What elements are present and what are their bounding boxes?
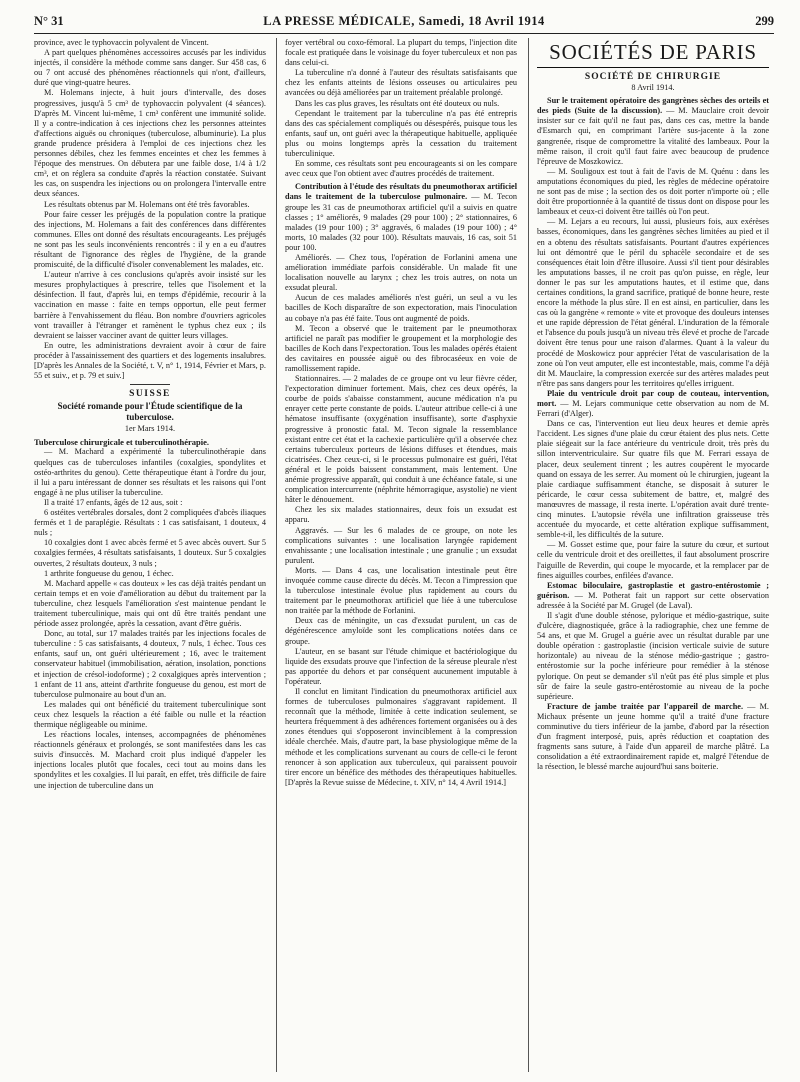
paragraph: En somme, ces résultats sont peu encourageants si on les compare avec ceux que l'on obtient avec d'autres procédés de traitement.	[285, 159, 517, 179]
journal-title: LA PRESSE MÉDICALE, Samedi, 18 Avril 1914	[263, 14, 545, 28]
paragraph: 6 ostéites vertébrales dorsales, dont 2 compliquées d'abcès iliaques fermés et 1 de paraplégie. Résultats : 1 cas satisfaisant, 1 douteux, 4 nuls ;	[34, 508, 266, 538]
article-title: Sur le traitement opératoire des gangrènes sèches des orteils et des pieds (Suite de la discussion).	[537, 96, 769, 116]
article-title: Fracture de jambe traitée par l'appareil de marche.	[547, 701, 744, 711]
paragraph-pneumothorax	[285, 182, 517, 253]
paragraph: Dans les cas plus graves, les résultats ont été douteux ou nuls.	[295, 98, 500, 108]
paragraph: L'auteur n'arrive à ces conclusions qu'après avoir insisté sur les mesures prophylactiques à prescrire, telles que l'isolement et la désinfection. Il faut, d'après lui, en temps d'épidémie, recourir à la vaccination en masse : faite en temps opportun, elle peut fermer barrière à l'envahissement du fléau. Bon nombre d'ouvriers agricoles vont travailler à l'étranger et ramènent le typhus chez eux ; ils devraient se laisser vacciner avant de quitter leurs villages.	[34, 270, 266, 340]
column-left	[34, 38, 266, 1076]
paragraph: Morts. — Dans 4 cas, une localisation intestinale peut être invoquée comme cause directe du décès. M. Tecon a l'impression que la tuberculose intestinale évolue plus rapidement au cours du traitement par le pneumothorax artificiel que liée à une tuberculose non traitée par la méthode de Forlanini.	[285, 565, 517, 616]
session-date: 1er Mars 1914.	[124, 424, 176, 434]
paragraph: M. Machard appelle « cas douteux » les cas déjà traités pendant un certain temps et en voie d'amélioration au début du traitement par la tuberculine, chez lesquels l'amélioration s'est maintenue pendant le traitement tuberculinique, mais qui ont dû être traités pendant une période assez prolongée, après la cessation, avant d'être guéris.	[34, 578, 266, 629]
paragraph: Deux cas de méningite, un cas d'exsudat purulent, un cas de dégénérescence amyloïde sont les complications notées dans ce groupe.	[285, 616, 517, 646]
article-title: Estomac biloculaire, gastroplastie et gastro-entérostomie ; guérison.	[537, 580, 769, 600]
paragraph	[537, 389, 769, 419]
paragraph: A part quelques phénomènes accessoires accusés par les individus injectés, il considère la méthode comme sans danger. Sur 458 cas, 6 ou 7 ont accusé des phénomènes réactionnels qui n'ont, d'ailleurs, duré que vingt-quatre heures.	[34, 48, 266, 88]
page-header	[34, 14, 774, 30]
article-body: — M. Lejars communique cette observation au nom de M. Ferrari (d'Alger).	[537, 399, 769, 419]
paragraph: foyer vertébral ou coxo-fémoral. La plupart du temps, l'injection dite focale est pratiquée dans le voisinage du foyer tuberculeux et non pas dans celui-ci.	[285, 38, 517, 68]
paragraph: 1 arthrite fongueuse du genou, 1 échec.	[44, 568, 174, 578]
paragraph: Donc, au total, sur 17 malades traités par les injections focales de tuberculine : 5 cas satisfaisants, 4 douteux, 7 nuls, 1 échec. Tous ces enfants, sauf un, ont guéri ultérieurement ; 16, avec le traitement conservateur habituel (immobilisation, aération, insolation, ponctions et injection de crésol-iodoforme) ; 2 coxalgiques après intervention ; 1 enfant de 11 ans, atteint d'arthrite fongueuse du genou, est mort de tuberculose pulmonaire au bout d'un an.	[34, 629, 266, 699]
column-right	[537, 38, 769, 1076]
paragraph: province, avec le typhovaccin polyvalent de Vincent.	[34, 38, 209, 47]
paragraph: Pour faire cesser les préjugés de la population contre la pratique des injections, M. Holemans a fait des conférences dans différentes communes. Elles ont donné des résultats encourageants. Les préjugés ne sont pas les seuls inconvénients rencontrés : il y en a eu d'autres résultant de l'ignorance des règles de l'hygiène, de la grande promiscuité, de la difficulté d'isoler convenablement les malades, etc.	[34, 209, 266, 270]
paragraph: Il a traité 17 enfants, âgés de 12 aus, soit :	[44, 497, 183, 507]
paragraph: Il conclut en limitant l'indication du pneumothorax artificiel aux formes de tuberculoses pulmonaires s'aggravant rapidement. Il reconnaît que la méthode, limitée à cette indication seulement, se heurtera fréquemment à des adhérences fortement organisées ou à des zones étendues qui s'opposeront invinciblement à la compression idéale cherchée. Mais, d'autre part, la base physiologique même de la méthode et les complications survenant au cours de celle-ci le feront renoncer à son application aux tuberculeux, qui paraissent pouvoir tirer encore un bénéfice des méthodes des thérapeutiques habituelles. [D'après la Revue suisse de Médecine, t. XIV, n° 14, 4 Avril 1914.]	[285, 687, 517, 787]
paragraph: — M. Souligoux est tout à fait de l'avis de M. Quénu : dans les amputations économiques du pied, les règles de médecine opératoire ne sont pas de mise ; la section des os doit porter n'importe où ; elle doit être proportionnée à la quantité de tissus dont on dispose pour les lambeaux et ceux-ci doivent être taillés où l'on peut.	[537, 166, 769, 217]
paragraph: Les réactions locales, intenses, accompagnées de phénomènes réactionnels généraux et prolongés, se sont manifestées dans les cas suivis d'insuccès. M. Machard croit plus indiqué d'appeler les injections locales plutôt que focales, ceci tout au moins dans les spondylites et les coxalgies. Il lui paraît, en effet, très difficile de faire une injection de tuberculine dans un	[34, 730, 266, 790]
article-subhead: Tuberculose chirurgicale et tuberculinothérapie.	[34, 437, 210, 448]
paragraph: Il s'agit d'une double sténose, pylorique et médio-gastrique, suite d'ulcère, diagnostiquée, grâce à la radiographie, chez une femme de 54 ans, et que M. Grugel a guérie avec un résultat durable par une double opération : gastroplastie (incision verticale suivie de suture horizontale) au niveau de la sténose médio-gastrique ; gastro-entérostomie sur la poche inférieure pour remédier à la sténose pylorique. On peut se demander s'il n'eût pas été plus simple et plus sûr de faire la seule gastro-entérostomie au niveau de la poche supérieure.	[537, 610, 769, 701]
paragraph: Améliorés. — Chez tous, l'opération de Forlanini amena une amélioration immédiate parfois considérable. Un malade fit une localisation nouvelle au larynx ; chez les trois autres, on nota un exsudat pleural.	[285, 252, 517, 293]
article-body: — M. Mauclaire croit devoir insister sur ce fait qu'il ne faut pas, dans ces cas, mettre la bande d'Esmarch qui, en comprimant l'artère sus-jacente à la zone gangrenée, risque de compromettre la vitalité des lambeaux. Pour la même raison, il croit qu'il faut faire avec beaucoup de prudence l'épreuve de Moszkowicz.	[537, 106, 769, 166]
paragraph: Dans ce cas, l'intervention eut lieu deux heures et demie après l'accident. Les signes d'une plaie du cœur étaient des plus nets. Cette plaie siégeait sur la face antérieure du ventricule droit, très près du sillon interventriculaire. Sur quatre fils que M. Ferrari essaya de placer, deux seulement tinrent ; les autres coupèrent le myocarde quand on essaya de les serrer. Au moment où le chirurgien, jugeant la plaie cardiaque suffisamment étanche, se disposait à suturer le péricarde, le cœur cessa subitement de battre, et, malgré des manœuvres de massage, il resta inerte. L'opération avait duré trente-cinq minutes. L'autopsie révéla une infiltration graisseuse très accentuée du myocarde, et cette altération explique suffisamment, semble-t-il, les difficultés de la suture.	[537, 419, 769, 540]
paragraph: — M. Lejars a eu recours, lui aussi, plusieurs fois, aux exérèses basses, économiques, dans les gangrènes sèches limitées au pied et il en a obtenu des résultats satisfaisants. Pourtant d'autres expériences lui ont démontré que le péril du sphacèle secondaire et de ses conséquences était loin d'être illusoire. Aussi s'il tient pour désirables les amputations basses, il ne croit pas qu'on puisse, en règle, leur donner le pas sur les amputations hautes, et il estime que, dans certaines conditions, la grand sacrifice, pratiqué de bonne heure, reste encore la méthode la plus sûre. Il en est ainsi, en particulier, dans les cas où la gangrène « remonte » vite et provoque des douleurs intenses et une rapide dépression de l'état général. L'induration de la fémorale et l'absence du pouls jusqu'à un niveau très élevé et proche de l'arcade doivent être tenus pour une raison d'alarmes. Quant à la valeur du procédé de Moskowicz pour apprécier l'état de vascularisation de la zone où l'on veut amputer, elle est incontestable, mais, comme l'a déjà dit M. Mauclaire, la compression exercée sur des artères malades peut n'être pas sans dangers pour les territoires qu'elles irriguent.	[537, 217, 769, 388]
paragraph: — M. Machard a expérimenté la tuberculinothérapie dans quelques cas de tuberculoses infantiles (coxalgies, spondylites et ostéo-arthrites du genou). Cette thérapeutique étant à l'ordre du jour, il lui a paru intéressant de donner ses résultats et les raisons qui l'ont engagé à ne plus utiliser la tuberculine.	[34, 447, 266, 497]
session-date: 8 Avril 1914.	[631, 83, 675, 93]
article-title: Contribution à l'étude des résultats du pneumothorax artificiel dans le traitement de la tuberculose pulmonaire.	[285, 182, 517, 202]
issue-number: N° 31	[34, 14, 64, 28]
paragraph: — M. Gosset estime que, pour faire la suture du cœur, et surtout celle du ventricule droit et des oreillettes, il faut absolument proscrire l'aiguille de Reverdin, qui coupe le myocarde, et la remplacer par de fines aiguilles courbes, enfilées d'avance.	[537, 540, 769, 580]
paragraph	[537, 702, 769, 773]
society-name: Société romande pour l'Étude scientifique de la tuberculose.	[57, 401, 243, 423]
paragraph: Les malades qui ont bénéficié du traitement tuberculinique sont ceux chez lesquels la réaction a été faible ou nulle et la réaction thermique négligeable ou minime.	[34, 699, 266, 729]
paragraph: La tuberculine n'a donné à l'auteur des résultats satisfaisants que chez les enfants atteints de lésions osseuses ou articulaires peu avancées ou déjà améliorées par un traitement préalable prolongé.	[285, 68, 517, 98]
paragraph	[537, 96, 769, 167]
section-heading-suisse: SUISSE	[129, 389, 171, 400]
section-banner	[537, 38, 769, 68]
paragraph: L'auteur, en se basant sur l'étude chimique et bactériologique du liquide des exsudats prouve que l'infection de la séreuse pleurale n'est pas apportée du dehors et par conséquent aucunement imputable à l'opérateur.	[285, 646, 517, 686]
article-body: — M. Tecon groupe les 31 cas de pneumothorax artificiel qu'il a suivis en quatre classes ; 1° améliorés, 9 malades (29 pour 100) ; 2° stationnaires, 6 malades (19 pour 100) ; 3° aggravés, 6 malades (19 pour 100) ; 4° morts, 10 malades (32 pour 100). Résultats mauvais, 16 cas, soit 51 pour 100.	[285, 192, 517, 252]
paragraph: Chez les six malades stationnaires, deux fois un exsudat est apparu.	[285, 505, 517, 525]
paragraph	[537, 581, 769, 611]
section-title: SOCIÉTÉS DE PARIS	[549, 40, 757, 64]
column-divider	[528, 38, 529, 1072]
paragraph: Cependant le traitement par la tuberculine n'a pas été entrepris dans des cas spécialement compliqués ou désespérés, puisque tous les enfants, sauf un, ont guéri avec la thérapeutique habituelle, appliquée plus ou moins longtemps après la cessation du traitement tuberculinique.	[285, 108, 517, 159]
column-divider	[276, 38, 277, 1072]
article-body: — M. Potherat fait un rapport sur cette observation adressée à la Société par M. Grugel (de Laval).	[537, 590, 769, 610]
page-number: 299	[755, 14, 774, 28]
paragraph: Aucun de ces malades améliorés n'est guéri, un seul a vu les bacilles de Koch disparaître de son expectoration, mais l'inoculation au cobaye n'a pas été faite. Tous ont augmenté de poids.	[285, 293, 517, 323]
paragraph: Aggravés. — Sur les 6 malades de ce groupe, on note les complications suivantes : une localisation laryngée rapidement envahissante ; une localisation intestinale ; une granulie ; un exsudat purulent.	[285, 525, 517, 565]
article-body: — M. Michaux présente un jeune homme qu'il a traité d'une fracture comminutive du tiers inférieur de la jambe, d'abord par la résection d'un fragment interposé, puis, après réduction et coaptation des fragments sans suture, à l'aide d'un appareil de marche plâtré. La consolidation a été extraordinairement rapide et, malgré l'étendue de la résection, le blessé marche aujourd'hui sans boiterie.	[537, 701, 769, 772]
paragraph: Les résultats obtenus par M. Holemans ont été très favorables.	[44, 199, 250, 209]
section-separator	[130, 384, 170, 385]
paragraph: Stationnaires. — 2 malades de ce groupe ont vu leur fièvre céder, l'expectoration diminuer fortement. Mais, chez ces deux opérés, la courbe de poids s'abaisse constamment, aucune médication n'a pu enrayer cette perte constante de poids. L'auteur attribue celle-ci à une hématose insuffisante (oxygénation insuffisante), sorte d'asphyxie progressive à pronostic fatal. M. Tecon signale la ressemblance existant entre cet état et la cachexie particulière qu'il a observée chez certains tuberculeux porteurs de lésions diffuses et étendues, mais cicatrisées. Chez ceux-ci, si le processus pulmonaire est guéri, l'état général et le poids baissent constamment, mais lentement. Une anémie progressive apparaît, qui conduit à une échéance fatale, si une complication intercurrente (néphrite hémorragique, asystolie) ne vient hâter le dénouement.	[285, 374, 517, 505]
society-name: SOCIÉTÉ DE CHIRURGIE	[584, 72, 722, 82]
paragraph: En outre, les administrations devraient avoir à cœur de faire procéder à l'assainissement des quartiers et des logements insalubres. [D'après les Annales de la Société, t. V, n° 1, 1914, Février et Mars, p. 55 et suiv., et p. 79 et suiv.]	[34, 340, 266, 381]
paragraph: 10 coxalgies dont 1 avec abcès fermé et 5 avec abcès ouvert. Sur 5 coxalgies fermées, 4 résultats satisfaisants, 1 douteux. Sur 5 coxalgies ouvertes, 2 résultats douteux, 3 nuls ;	[34, 538, 266, 568]
paragraph: M. Holemans injecte, à huit jours d'intervalle, des doses progressives, jusqu'à 5 cm³ de typhovaccin polyvalent (4 séances). D'après M. Vincent lui-même, 1 cm³ confèrent une immunité solide. Il y a contre-indication à ces injections chez les personnes atteintes d'affections aiguës ou chroniques (tuberculose, albuminurie). La plus grande prudence présidera à l'emploi de ces injections chez les personnes débiles, chez les femmes enceintes et chez les femmes à l'époque des menstrues. On débutera par une faible dose, 1/4 à 1/2 cm³, et on réglera sa conduite d'après la réaction constatée. Suivant les cas, on suspendra les injections ou on prolongera l'intervalle entre deux séances.	[34, 88, 266, 199]
article-title: Plaie du ventricule droit par coup de couteau, intervention, mort.	[537, 388, 769, 408]
paragraph: M. Tecon a observé que le traitement par le pneumothorax artificiel ne paraît pas modifier le groupement et la morphologie des bacilles de Koch dans l'expectoration. Tous les malades opérés étaient des cavitaires en poussée aiguë ou des fibrocaséeux en voie de ramollissement rapide.	[285, 323, 517, 373]
column-middle	[285, 38, 517, 1076]
header-rule	[34, 33, 774, 34]
